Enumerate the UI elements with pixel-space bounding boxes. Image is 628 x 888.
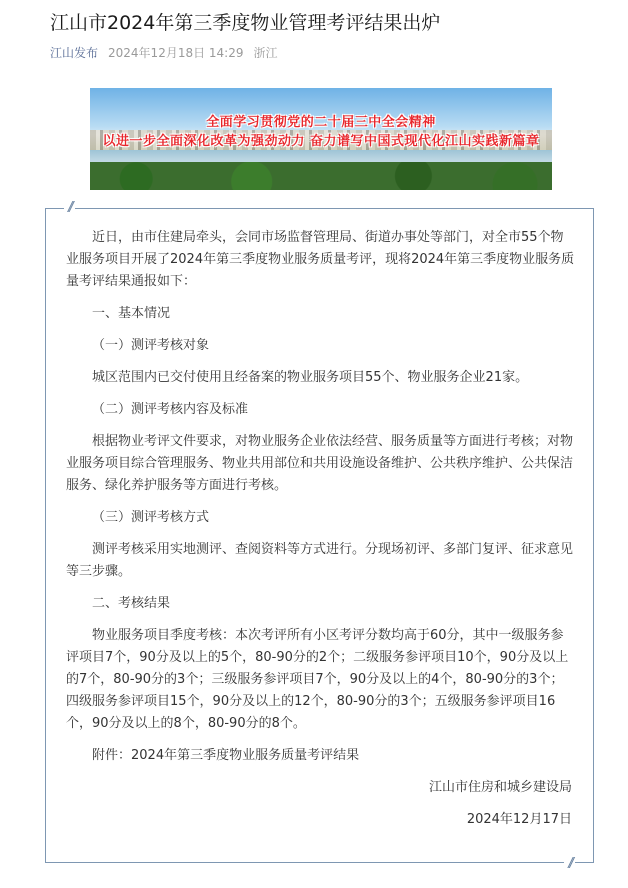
publish-date: 2024年12月18日 14:29: [108, 46, 244, 60]
banner-slogan-1: 全面学习贯彻党的二十届三中全会精神: [206, 115, 436, 130]
banner-slogan-2: 以进一步全面深化改革为强劲动力 奋力谱写中国式现代化江山实践新篇章: [102, 134, 540, 149]
signature: 江山市住房和城乡建设局: [428, 780, 572, 795]
article-body: [66, 227, 576, 831]
paragraph: 物业服务项目季度考核：本次考评所有小区考评分数均高于60分，其中一级服务参评项目7个，90分及以上的5个，80-90分的2个；二级服务参评项目10个，90分及以上的7个，80-90分的3个；三级服务参评项目7个，90分及以上的4个，80-90分的3个；四级服务参评项目15个，90分及以上的12个，80-90分的3个；五级服务参评项目16个，90分及以上的8个，80-90分的8个。: [66, 628, 569, 731]
paragraph: 测评考核采用实地测评、查阅资料等方式进行。分现场初评、多部门复评、征求意见等三步骤。: [66, 542, 574, 579]
source-link[interactable]: 江山发布: [50, 46, 99, 60]
subsection-heading: （三）测评考核方式: [92, 510, 210, 525]
paragraph: 根据物业考评文件要求，对物业服务企业依法经营、服务质量等方面进行考核；对物业服务项目综合管理服务、物业共用部位和共用设施设备维护、公共秩序维护、公共保洁服务、绿化养护服务等方面进行考核。: [66, 434, 574, 493]
section-heading: 二、考核结果: [92, 596, 171, 611]
attachment-link[interactable]: 附件：2024年第三季度物业服务质量考评结果: [92, 748, 360, 763]
article-title: 江山市2024年第三季度物业管理考评结果出炉: [50, 12, 441, 34]
quote-mark-icon: //: [564, 856, 575, 871]
banner-trees: [90, 162, 552, 190]
location-label: 浙江: [253, 46, 278, 60]
paragraph: 城区范围内已交付使用且经备案的物业服务项目55个、物业服务企业21家。: [92, 370, 529, 385]
section-heading: 一、基本情况: [92, 306, 171, 321]
article-meta: [50, 44, 288, 61]
subsection-heading: （二）测评考核内容及标准: [92, 402, 249, 417]
quote-mark-icon: //: [64, 200, 75, 215]
sign-date: 2024年12月17日: [466, 812, 572, 827]
intro-paragraph: 近日，由市住建局牵头，会同市场监督管理局、街道办事处等部门，对全市55个物业服务项目开展了2024年第三季度物业服务质量考评，现将2024年第三季度物业服务质量考评结果通报如下：: [66, 230, 575, 289]
subsection-heading: （一）测评考核对象: [92, 338, 210, 353]
banner-image: [90, 88, 552, 190]
content-card: [45, 200, 594, 871]
